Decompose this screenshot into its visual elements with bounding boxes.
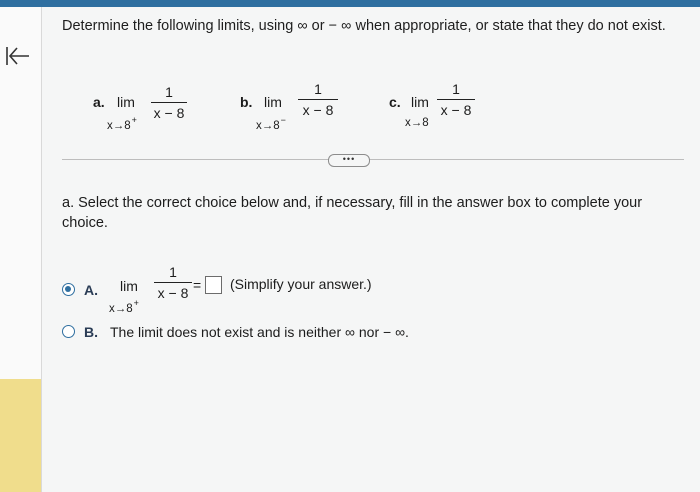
lim-text: lim xyxy=(264,94,282,110)
answer-input[interactable] xyxy=(205,276,222,294)
fraction-bar xyxy=(151,102,187,103)
fraction xyxy=(298,81,338,119)
fraction-bar xyxy=(298,99,338,100)
denominator: x − 8 xyxy=(302,102,334,118)
fraction xyxy=(151,84,187,122)
numerator: 1 xyxy=(314,81,322,97)
lim-text: lim xyxy=(120,278,138,294)
choice-a-radio[interactable] xyxy=(62,283,75,296)
lim-text: lim xyxy=(117,94,135,110)
fraction-bar xyxy=(154,282,192,283)
question-text: Determine the following limits, using ∞ or − ∞ when appropriate, or state that they do not exist. xyxy=(62,18,666,34)
fraction xyxy=(437,81,475,119)
numerator: 1 xyxy=(452,81,460,97)
lim-subscript: x→8+ xyxy=(107,115,137,132)
simplify-hint: (Simplify your answer.) xyxy=(230,276,372,292)
choice-b-radio[interactable] xyxy=(62,325,75,338)
highlight-strip xyxy=(0,379,41,492)
numerator: 1 xyxy=(165,84,173,100)
choice-b[interactable] xyxy=(62,322,452,342)
equals-sign: = xyxy=(193,277,202,293)
choice-a-letter: A. xyxy=(84,282,98,298)
lim-subscript: x→8+ xyxy=(109,298,139,315)
part-label: c. xyxy=(389,94,401,110)
choice-b-letter: B. xyxy=(84,324,98,340)
denominator: x − 8 xyxy=(157,285,189,301)
back-arrow-icon xyxy=(4,43,32,69)
part-label: b. xyxy=(240,94,253,110)
lim-text: lim xyxy=(411,94,429,110)
lim-subscript: x→8− xyxy=(256,115,286,132)
denominator: x − 8 xyxy=(440,102,472,118)
top-bar xyxy=(0,0,700,7)
part-label: a. xyxy=(93,94,105,110)
back-button[interactable] xyxy=(4,43,32,69)
choice-b-text: The limit does not exist and is neither ∞ nor − ∞. xyxy=(110,324,409,340)
section-divider xyxy=(62,159,684,160)
lim-subscript: x→8 xyxy=(405,117,429,129)
fraction xyxy=(154,264,192,302)
choice-a[interactable] xyxy=(62,264,402,315)
denominator: x − 8 xyxy=(153,105,185,121)
sidebar xyxy=(0,7,42,492)
part-a-prompt: a. Select the correct choice below and, if necessary, fill in the answer box to complete your choice. xyxy=(62,195,643,231)
numerator: 1 xyxy=(169,264,177,280)
fraction-bar xyxy=(437,99,475,100)
more-button[interactable]: ••• xyxy=(328,154,370,167)
